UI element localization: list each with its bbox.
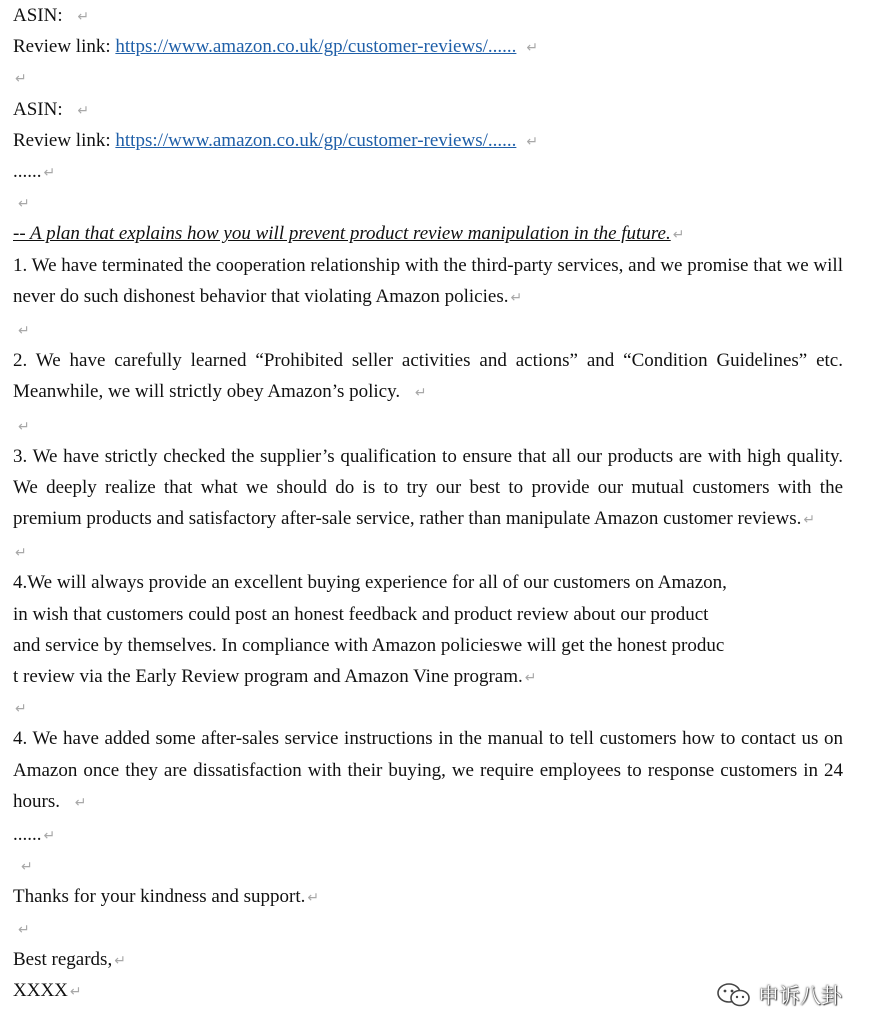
- point-2-paragraph: [13, 345, 843, 409]
- paragraph-mark: ↵: [15, 701, 27, 718]
- point-4a-text: t review via the Early Review program and Amazon Vine program.: [13, 666, 523, 688]
- asin-line-2: [13, 94, 843, 125]
- paragraph-mark: ↵: [18, 921, 30, 938]
- point-1-text: 1. We have terminated the cooperation relationship with the third-party services, and we promise that we will never do such dishonest behavior that violating Amazon policies.: [13, 254, 843, 307]
- paragraph-mark: ↵: [18, 322, 30, 339]
- regards-line: [13, 944, 843, 975]
- point-4a-line-4: [13, 661, 843, 692]
- point-4a-line-2: [13, 599, 843, 630]
- review-link-label: Review link:: [13, 129, 116, 151]
- point-4a-text: in wish that customers could post an honest feedback and product review about our product: [13, 603, 709, 625]
- thanks-text: Thanks for your kindness and support.: [13, 886, 306, 908]
- asin-label: ASIN:: [13, 5, 68, 26]
- empty-paragraph: [13, 692, 843, 723]
- point-4a-line-1: [13, 567, 843, 598]
- ellipsis-line: [13, 819, 843, 850]
- paragraph-mark: ↵: [18, 196, 30, 213]
- point-4b-text: 4. We have added some after-sales service instructions in the manual to tell customers how to contact us on Amazon once they are dissatisfaction with their buying, we require employees to response customers in 24 hours.: [13, 728, 843, 812]
- asin-line-1: [13, 0, 843, 31]
- paragraph-mark: ↵: [74, 794, 87, 811]
- empty-paragraph: [13, 62, 843, 93]
- thanks-line: [13, 881, 843, 912]
- empty-paragraph: [13, 536, 843, 567]
- plan-heading-text: -- A plan that explains how you will prevent product review manipulation in the future.: [13, 223, 671, 245]
- paragraph-mark: ↵: [803, 512, 816, 529]
- paragraph-mark: ↵: [526, 40, 539, 57]
- wechat-icon: [716, 982, 752, 1008]
- point-2-text: 2. We have carefully learned “Prohibited seller activities and actions” and “Condition Guidelines” etc. Meanwhile, we will strictly obey Amazon’s policy.: [13, 350, 843, 403]
- plan-heading: [13, 218, 843, 249]
- watermark-text: 申诉八卦: [758, 984, 842, 1008]
- paragraph-mark: ↵: [526, 133, 539, 150]
- paragraph-mark: ↵: [510, 289, 523, 306]
- point-4b-paragraph: [13, 723, 843, 819]
- review-link-line-1: [13, 31, 843, 62]
- paragraph-mark: ↵: [21, 859, 33, 876]
- point-4a-line-3: [13, 630, 843, 661]
- paragraph-mark: ↵: [114, 952, 126, 969]
- document-body: [13, 0, 843, 1006]
- paragraph-mark: ↵: [307, 890, 320, 907]
- regards-text: Best regards,: [13, 948, 113, 970]
- paragraph-mark: ↵: [77, 102, 90, 119]
- paragraph-mark: ↵: [43, 828, 56, 845]
- review-link-label: Review link:: [13, 36, 116, 58]
- empty-paragraph: [13, 410, 843, 441]
- paragraph-mark: ↵: [18, 418, 30, 435]
- review-link[interactable]: https://www.amazon.co.uk/gp/customer-reviews/......: [115, 36, 517, 58]
- paragraph-mark: ↵: [15, 71, 27, 88]
- point-1-paragraph: [13, 250, 843, 314]
- paragraph-mark: ↵: [672, 227, 685, 244]
- paragraph-mark: ↵: [414, 385, 427, 402]
- signature-text: XXXX: [13, 979, 68, 1001]
- paragraph-mark: ↵: [15, 545, 27, 562]
- empty-paragraph: [13, 314, 843, 345]
- empty-paragraph: [13, 850, 843, 881]
- paragraph-mark: ↵: [77, 9, 90, 25]
- watermark: [716, 980, 842, 1010]
- point-3-paragraph: [13, 441, 843, 537]
- ellipsis-text: ......: [13, 824, 42, 846]
- point-4a-text: and service by themselves. In compliance with Amazon policieswe will get the honest produc: [13, 634, 725, 656]
- point-4a-text: 4.We will always provide an excellent buying experience for all of our customers on Amazon,: [13, 572, 727, 594]
- paragraph-mark: ↵: [69, 983, 82, 1000]
- ellipsis-line: [13, 156, 843, 187]
- ellipsis-text: ......: [13, 160, 42, 182]
- empty-paragraph: [13, 913, 843, 944]
- review-link-line-2: [13, 125, 843, 156]
- empty-paragraph: [13, 187, 843, 218]
- paragraph-mark: ↵: [524, 670, 537, 687]
- asin-label: ASIN:: [13, 98, 68, 120]
- paragraph-mark: ↵: [43, 164, 56, 181]
- point-3-text: 3. We have strictly checked the supplier’s qualification to ensure that all our products are with high quality. We deeply realize that what we should do is to try our best to provide our mutual customers with the premium products and satisfactory after-sale service, rather than manipulate Amazon customer reviews.: [13, 445, 843, 530]
- review-link[interactable]: https://www.amazon.co.uk/gp/customer-reviews/......: [115, 129, 517, 151]
